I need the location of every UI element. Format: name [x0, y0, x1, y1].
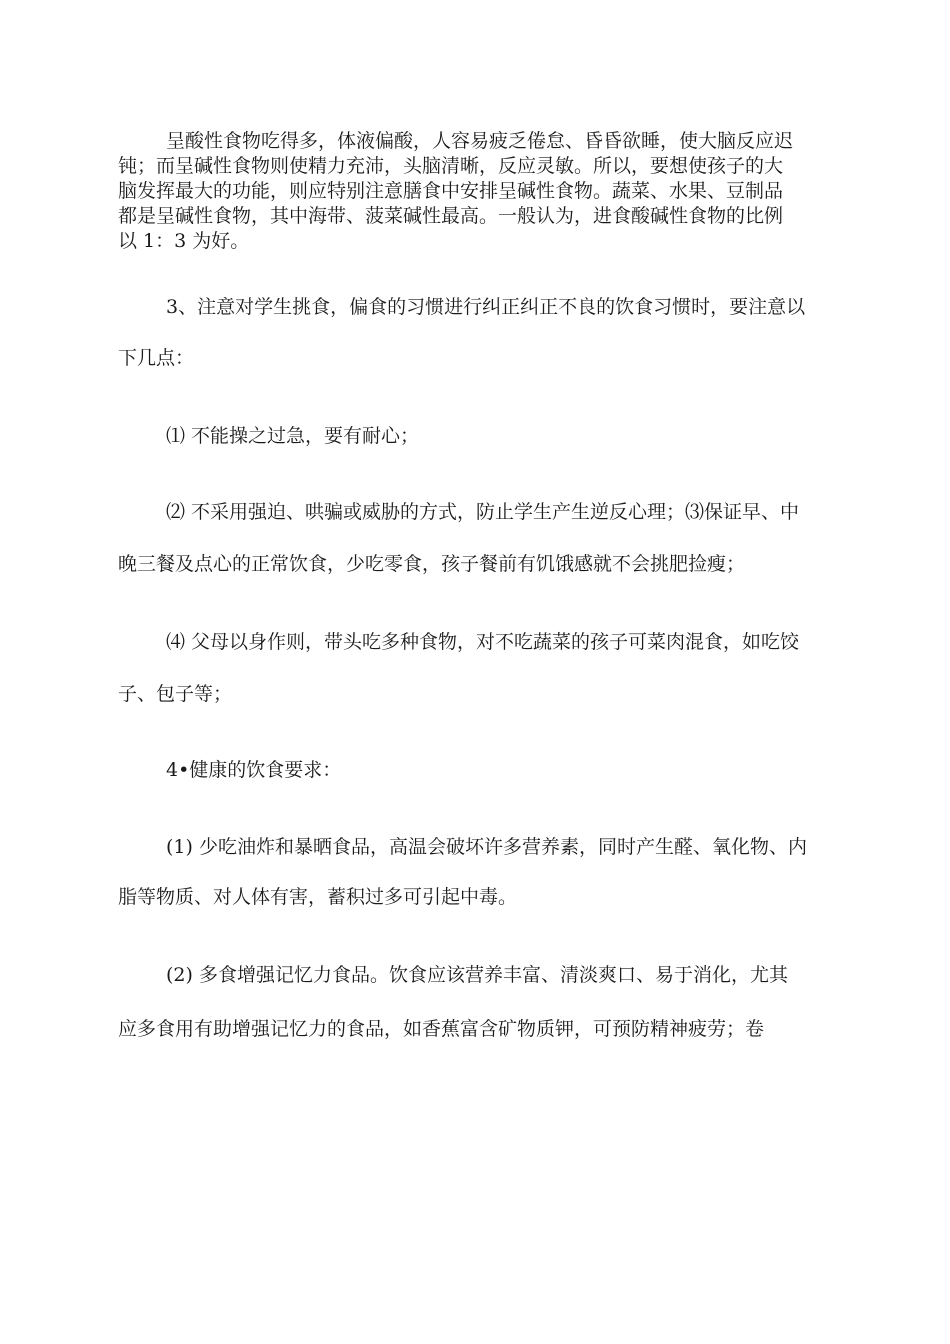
- paragraph-line: ⑴ 不能操之过急，要有耐心；: [166, 425, 420, 447]
- paragraph-line: (1) 少吃油炸和暴晒食品，高温会破坏许多营养素，同时产生醛、氧化物、内: [166, 836, 807, 858]
- paragraph-line: ⑵ 不采用强迫、哄骗或威胁的方式，防止学生产生逆反心理；⑶保证早、中: [166, 501, 800, 523]
- paragraph-line: 3、注意对学生挑食，偏食的习惯进行纠正纠正不良的饮食习惯时，要注意以: [166, 296, 806, 318]
- paragraph-line: ⑷ 父母以身作则，带头吃多种食物，对不吃蔬菜的孩子可菜肉混食，如吃饺: [166, 631, 800, 653]
- paragraph-line: 都是呈碱性食物，其中海带、菠菜碱性最高。一般认为，进食酸碱性食物的比例: [118, 205, 784, 227]
- paragraph-line: 晚三餐及点心的正常饮食，少吃零食，孩子餐前有饥饿感就不会挑肥捡瘦；: [118, 553, 746, 575]
- paragraph-line: 钝；而呈碱性食物则使精力充沛，头脑清晰，反应灵敏。所以，要想使孩子的大: [118, 155, 784, 177]
- paragraph-line: 子、包子等；: [118, 683, 233, 705]
- paragraph-line: 呈酸性食物吃得多，体液偏酸，人容易疲乏倦怠、昏昏欲睡，使大脑反应迟: [166, 130, 794, 152]
- paragraph-line: 应多食用有助增强记忆力的食品，如香蕉富含矿物质钾，可预防精神疲劳；卷: [118, 1018, 765, 1040]
- paragraph-line: 下几点：: [118, 347, 195, 369]
- paragraph-line: 脑发挥最大的功能，则应特别注意膳食中安排呈碱性食物。蔬菜、水果、豆制品: [118, 180, 784, 202]
- paragraph-line: (2) 多食增强记忆力食品。饮食应该营养丰富、清淡爽口、易于消化，尤其: [166, 964, 788, 986]
- paragraph-line: 以 1：3 为好。: [118, 230, 250, 252]
- section-heading: 4•健康的饮食要求：: [166, 759, 342, 781]
- paragraph-line: 脂等物质、对人体有害，蓄积过多可引起中毒。: [118, 886, 518, 908]
